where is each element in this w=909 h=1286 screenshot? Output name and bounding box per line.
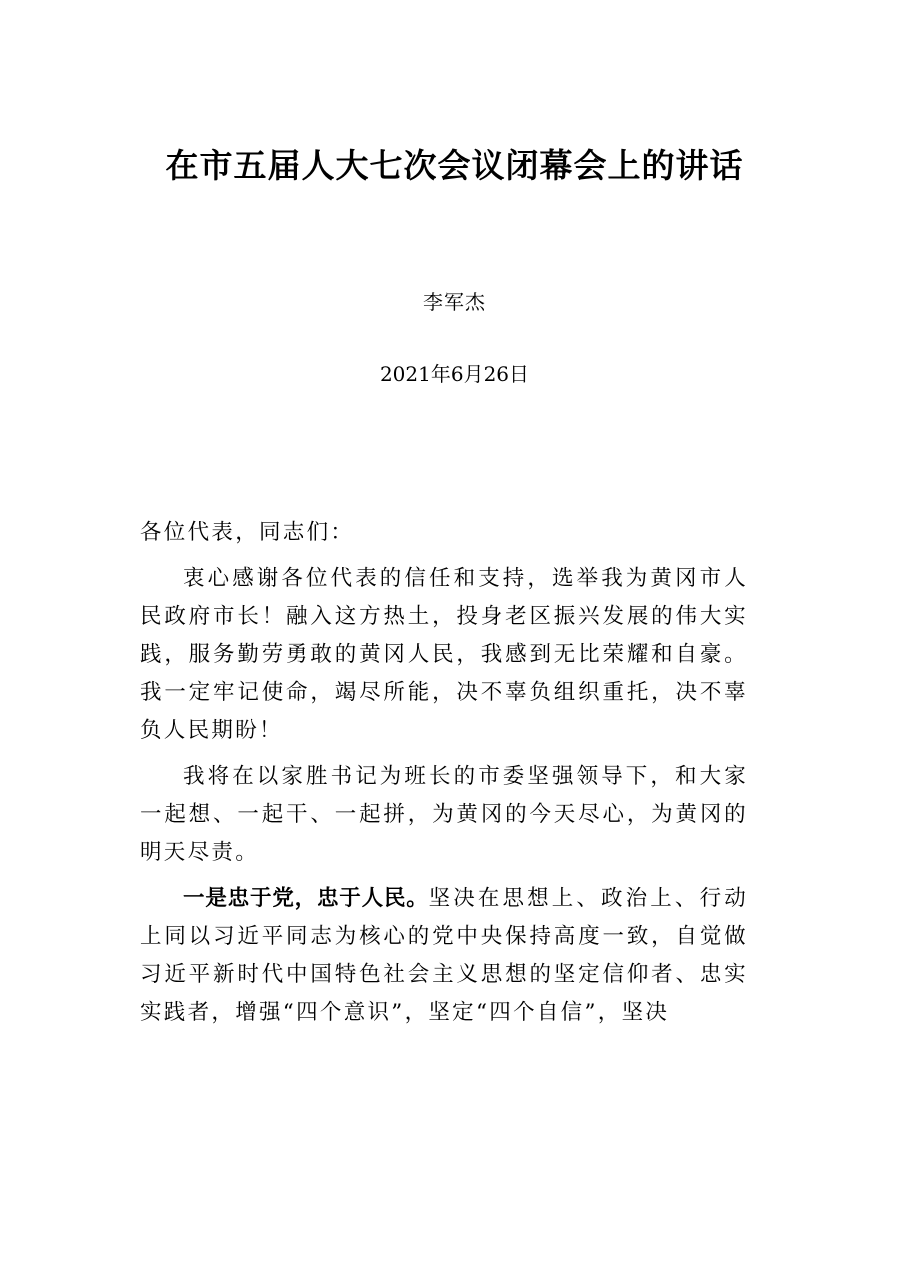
paragraph-1: 衷心感谢各位代表的信任和支持，选举我为黄冈市人民政府市长！融入这方热土，投身老区振兴发展的伟大实践，服务勤劳勇敢的黄冈人民，我感到无比荣耀和自豪。我一定牢记使命，竭尽所能，决不辜负组织重托，决不辜负人民期盼！ bbox=[140, 566, 748, 743]
speech-date: 2021年6月26日 bbox=[379, 362, 530, 386]
document-body bbox=[140, 514, 748, 1040]
paragraph-point-1 bbox=[140, 880, 748, 1032]
paragraph-2: 我将在以家胜书记为班长的市委坚强领导下，和大家一起想、一起干、一起拼，为黄冈的今天尽心，为黄冈的明天尽责。 bbox=[140, 764, 748, 865]
author-name: 李军杰 bbox=[423, 290, 486, 314]
document-title: 在市五届人大七次会议闭幕会上的讲话 bbox=[165, 146, 744, 185]
point-1-text: 坚决在思想上、政治上、行动上同以习近平同志为核心的党中央保持高度一致，自觉做习近平新时代中国特色社会主义思想的坚定信仰者、忠实实践者，增强“四个意识”，坚定“四个自信”，坚决 bbox=[140, 886, 748, 1025]
salutation: 各位代表，同志们： bbox=[140, 520, 355, 545]
point-1-heading: 一是忠于党，忠于人民。 bbox=[183, 886, 429, 911]
